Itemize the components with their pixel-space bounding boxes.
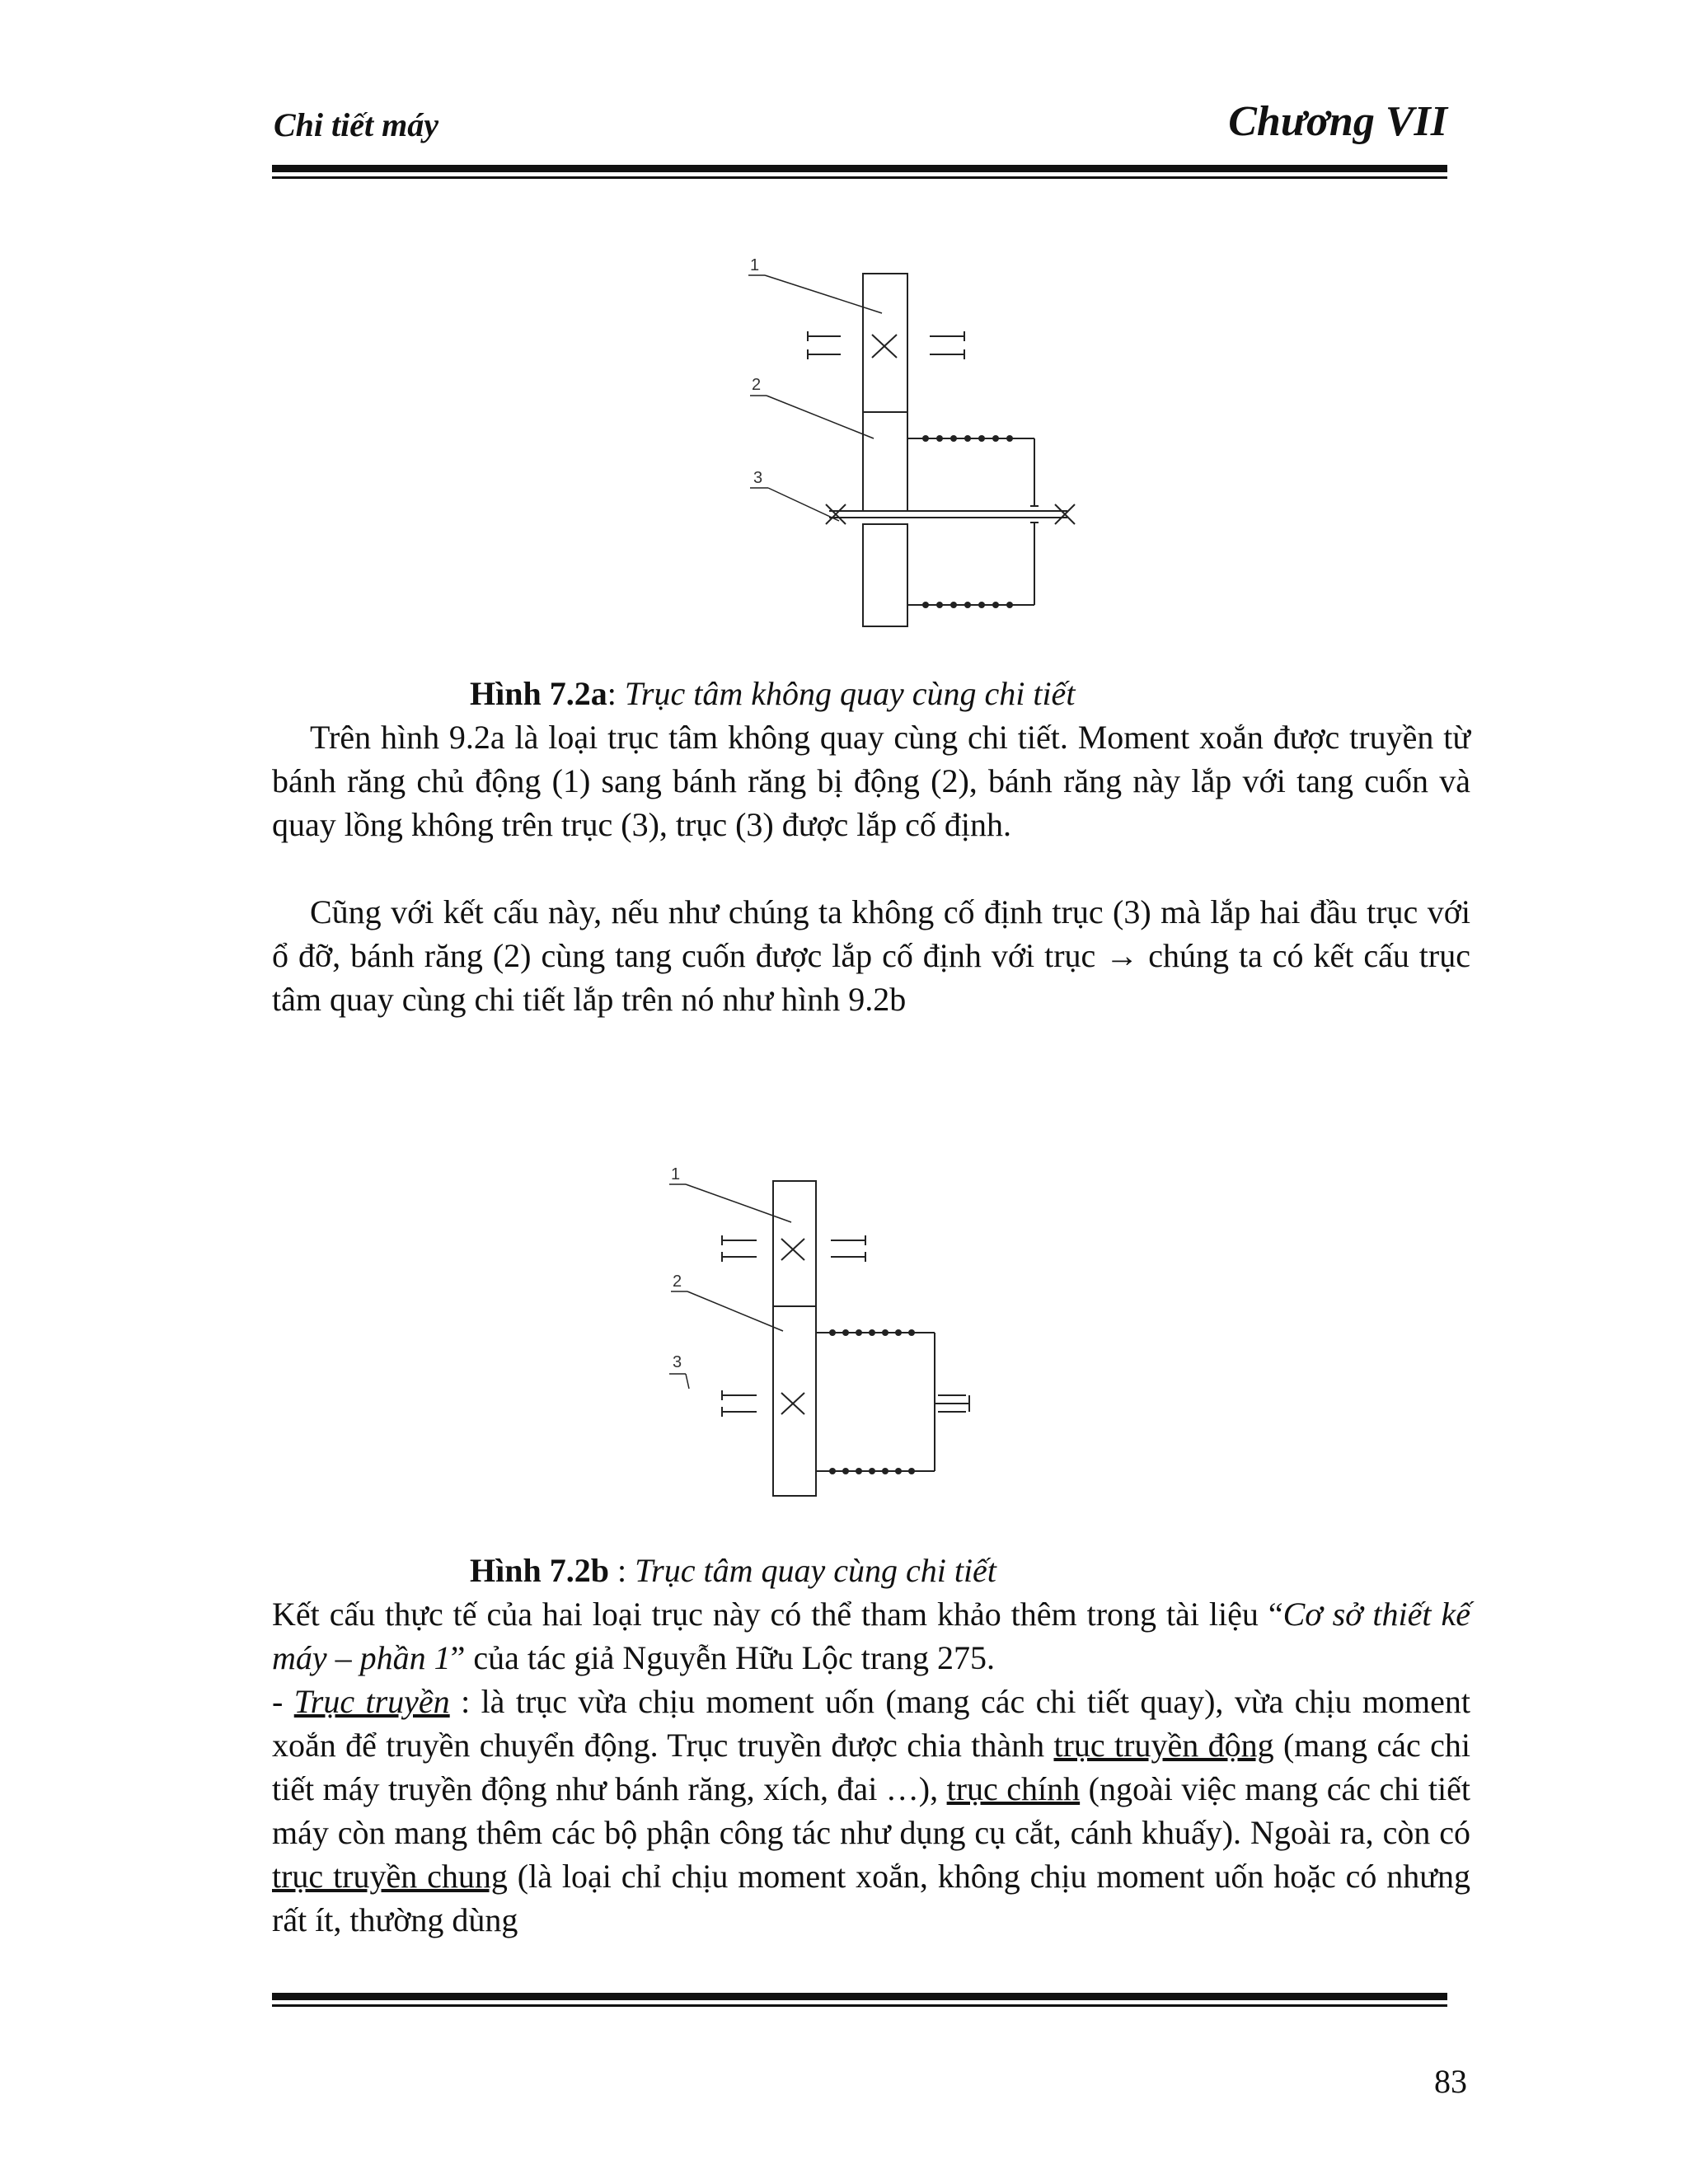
term-truc-truyen-chung: trục truyền chung [272,1858,508,1895]
term-truc-chinh: trục chính [946,1770,1081,1807]
caption-label: Hình 7.2a [470,675,607,712]
paragraph-4-text-4: (là loại chỉ chịu moment xoắn, không chịu moment uốn hoặc có nhưng rất ít, thường dùng [272,1858,1470,1938]
book-title: Cơ sở thiết kế máy – phần 1 [272,1596,1470,1676]
paragraph-1: Trên hình 9.2a là loại trục tâm không quay cùng chi tiết. Moment xoắn được truyền từ bánh răng chủ động (1) sang bánh răng bị động (2), bánh răng này lắp với tang cuốn và quay lồng không trên trục (3), trục (3) được lắp cố định. [272,719,1470,843]
figure-7-2a [725,247,1088,643]
paragraph-2: Cũng với kết cấu này, nếu như chúng ta không cố định trục (3) mà lắp hai đầu trục với ổ đỡ, bánh răng (2) cùng tang cuốn được lắp cố định với trục → chúng ta có kết cấu trục tâm quay cùng chi tiết lắp trên nó như hình 9.2b [272,893,1470,1018]
page-number: 83 [1434,2063,1467,2100]
term-truc-truyen: Trục truyền [293,1683,450,1720]
label-1: 1 [750,256,760,274]
paragraph-4-text-1: : là trục vừa chịu moment uốn (mang các chi tiết quay), vừa chịu moment xoắn để truyền chuyển động. Trục truyền được chia thành [272,1683,1471,1764]
label-3: 3 [673,1353,682,1371]
header-rule [272,165,1447,179]
paragraph-4 [272,1680,1470,1942]
caption-text: Trục tâm không quay cùng chi tiết [624,675,1076,712]
paragraph-3 [272,1592,1470,1680]
paragraph-4-text-2: (mang các chi tiết máy truyền động như bánh răng, xích, đai …), [272,1727,1471,1807]
paragraph-4-dash: - [272,1683,294,1720]
paragraph-3-text-2: ” của tác giả Nguyễn Hữu Lộc trang 275. [450,1639,995,1676]
caption-label: Hình 7.2b [470,1552,609,1589]
figure-caption-a [470,674,1075,713]
running-header-chapter: Chương VII [1228,98,1447,145]
paragraph-3-text-1: Kết cấu thực tế của hai loại trục này có thể tham khảo thêm trong tài liệu “ [272,1596,1283,1633]
figure-caption-b [470,1551,996,1590]
paragraph-4-text-3: (ngoài việc mang các chi tiết máy còn mang thêm các bộ phận công tác như dụng cụ cắt, cánh khuấy). Ngoài ra, còn có [272,1770,1470,1851]
label-2: 2 [673,1272,682,1291]
label-3: 3 [753,469,763,487]
label-2: 2 [752,376,762,394]
caption-separator: : [607,675,625,712]
term-truc-truyen-dong: trục truyền động [1053,1727,1274,1764]
running-header-title: Chi tiết máy [274,106,438,143]
label-1: 1 [671,1165,681,1183]
footer-rule [272,1993,1447,2007]
caption-separator: : [608,1552,635,1589]
caption-text: Trục tâm quay cùng chi tiết [635,1552,996,1589]
figure-7-2b [643,1158,1006,1521]
